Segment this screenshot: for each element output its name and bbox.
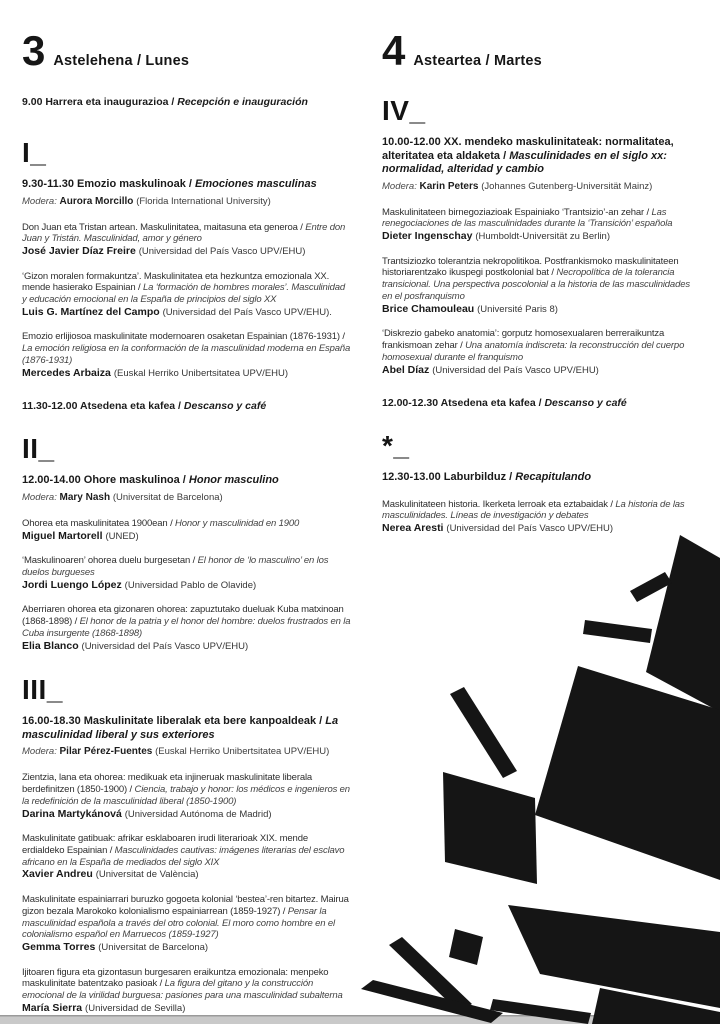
paper-entry [22,222,352,259]
speaker-affiliation: (Universidad del País Vasco UPV/EHU) [81,640,249,652]
paper-speaker: Elia Blanco (Universidad del País Vasco UPV/EHU) [22,639,249,652]
paper-title: Emozio erlijiosoa maskulinitate modernoaren osaketan Espainian (1876-1931) / La emoción religiosa en la conformación de la masculinidad moderna en España (1876-1931) [22,331,351,367]
session-title-spanish: La masculinidad liberal y sus exteriores [22,715,339,741]
speaker-affiliation: (Universidad del País Vasco UPV/EHU) [446,523,614,535]
paper-entry [382,499,700,536]
paper-speaker: Xavier Andreu (Universitat de València) [22,868,199,881]
paper-title: Ohorea eta maskulinitatea 1900ean / Honor y masculinidad en 1900 [22,517,300,529]
session-header [22,178,352,208]
session-header [22,474,352,504]
paper-title-basque: Maskulinitate espainiarrari buruzko gogoeta kolonial ‘bestea’-ren bitartez. Mairua gizon bezala Marokoko kolonialismo espainiarrean (1859-1927) [22,893,349,917]
speaker-affiliation: (Universidad del País Vasco UPV/EHU) [432,364,599,376]
paper-entry [382,256,700,317]
paper-speaker: María Sierra (Universidad de Sevilla) [22,1002,186,1015]
moderator-affiliation: (Euskal Herriko Unibertsitatea UPV/EHU) [155,746,330,758]
paper-title-basque: Ohorea eta maskulinitatea 1900ean [22,517,168,529]
session-title: 9.30-11.30 Emozio maskulinoak / Emociones masculinas [22,178,317,190]
paper-title-basque: Don Juan eta Tristan artean. Maskulinitatea, maitasuna eta generoa [22,221,298,233]
paper-title: Maskulinitateen historia. Ikerketa lerroak eta eztabaidak / La historia de las masculinidades. Líneas de investigación y debates [382,498,685,522]
moderator-label: Modera: [22,491,60,503]
session-title: 12.00-14.00 Ohore maskulinoa / Honor masculino [22,474,279,487]
day-name: Asteartea / Martes [413,53,542,69]
session-title-spanish: Emociones masculinas [195,178,317,190]
paper-title-basque: Ijitoaren figura eta gizontasun burgesaren eraikuntza emozionala: menpeko maskulinitate batentzako pasioak [22,966,329,990]
paper-title-basque: Maskulinitate gatibuak: afrikar esklaboaren irudi literarioak XIX. mende erdialdeko Espainian [22,833,308,856]
speaker-affiliation: (Universidad de Sevilla) [85,1003,186,1015]
paper-title-spanish: El honor de la patria y el honor del hombre: duelos frustrados en la Cuba insurgente (1868-1898) [22,616,351,639]
session-title: 16.00-18.30 Maskulinitate liberalak eta bere kanpoaldeak / La masculinidad liberal y sus exteriores [22,715,339,741]
paper-title-basque: Trantsiziozko tolerantzia nekropolitikoa. Postfrankismoko maskulinitateen historiarentzako ikuspegi postkolonial bat [382,255,679,279]
session-title-spanish: Honor masculino [188,474,279,487]
paper-speaker: Dieter Ingenschay (Humboldt-Universität zu Berlin) [382,230,610,243]
paper-speaker: Gemma Torres (Universitat de Barcelona) [22,941,209,954]
program-items [382,96,700,536]
paper-title-spanish: La ‘formación de hombres morales’. Masculinidad y educación emocional en la España de principios del siglo XX [22,282,346,306]
coffee-break-line: 12.00-12.30 Atsedena eta kafea / Descanso y café [382,397,627,410]
paper-title-basque: Zientzia, lana eta ohorea: medikuak eta injineruak maskulinitate liberala berdefinitzen (1850-1900) [22,772,313,795]
moderator-name: Mary Nash [59,491,113,503]
day-column-monday [22,27,352,1028]
paper-title: Aberriaren ohorea eta gizonaren ohorea: zapuztutako dueluak Kuba matxinoan (1868-1898) / El honor de la patria y el honor del hombre: duelos frustrados en la Cuba insurgente (1868-1898) [22,604,351,639]
speaker-affiliation: (Universidad del País Vasco UPV/EHU). [162,306,332,318]
program-items [22,96,352,1016]
speaker-affiliation: (Universidad Autónoma de Madrid) [124,808,272,820]
paper-title: Maskulinitate espainiarrari buruzko gogoeta kolonial ‘bestea’-ren bitartez. Mairua gizon bezala Marokoko kolonialismo espainiarrean (1859-1927) / Pensar la masculinidad española a través del otro colonial. El moro como hombre en el colonialismo español en Marruecos (1859-1927) [22,893,349,941]
moderator-affiliation: (Florida International University) [136,195,271,207]
paper-entry [22,772,352,821]
speaker-affiliation: (Euskal Herriko Unibertsitatea UPV/EHU) [113,367,289,379]
paper-entry [22,894,352,955]
speaker-affiliation: (Université Paris 8) [477,303,558,315]
session-title: 10.00-12.00 XX. mendeko maskulinitateak: normalitatea, alteritatea eta aldaketa / Masculinidades en el siglo xx: normalidad, alteridad y cambio [382,136,674,175]
schedule-time-line: 9.00 Harrera eta inaugurazioa / Recepción e inauguración [22,96,308,108]
paper-title-basque: Aberriaren ohorea eta gizonaren ohorea: zapuztutako dueluak Kuba matxinoan (1868-1898) [22,604,344,628]
moderator-affiliation: (Johannes Gutenberg-Universität Mainz) [481,180,653,192]
paper-title-basque: Maskulinitateen birnegoziazioak Espainiako ‘Trantsizio’-an zehar [382,206,644,218]
paper-title-spanish: La emoción religiosa en la conformación de la masculinidad moderna en España (1876-1931) [22,343,351,367]
paper-title-basque: ‘Diskrezio gabeko anatomia’: gorputz homosexualaren berreraikuntza frankismoan zehar [382,328,665,352]
speaker-affiliation: (Universidad Pablo de Olavide) [124,579,257,591]
schedule-line-spanish: Recepción e inauguración [177,96,308,108]
paper-speaker: José Javier Díaz Freire (Universidad del País Vasco UPV/EHU) [22,245,306,258]
session-header [22,715,352,758]
paper-entry [22,518,352,543]
speaker-affiliation: (Universitat de Barcelona) [98,942,209,954]
session-moderator [382,181,700,193]
session-moderator [22,746,352,758]
schedule-line-spanish: Descanso y café [544,397,627,410]
day-number: 4 [382,27,405,74]
paper-title: Maskulinitate gatibuak: afrikar esklaboaren irudi literarioak XIX. mende erdialdeko Espainian / Masculinidades cautivas: imágenes literarias del esclavo africano en la España de mediados del siglo XIX [22,833,345,868]
session-number-marker: II_ [22,433,55,465]
day-column-tuesday [382,27,700,548]
paper-title: Trantsiziozko tolerantzia nekropolitikoa. Postfrankismoko maskulinitateen historiarentzako ikuspegi postkolonial bat / Necropolítica de la tolerancia transicional. Una perspectiva poscolonial a la historia de las masculinidades en el posfranquismo [382,255,690,302]
paper-title: Zientzia, lana eta ohorea: medikuak eta injineruak maskulinitate liberala berdefinitzen (1850-1900) / Ciencia, trabajo y honor: los médicos e ingenieros en la redefinición de la masculinidad liberal (1850-1900) [22,772,350,807]
speaker-affiliation: (Humboldt-Universität zu Berlin) [475,231,610,243]
paper-title-spanish: Masculinidades cautivas: imágenes literarias del esclavo africano en la España de mediados del siglo XIX [22,844,345,868]
day-header [382,27,700,74]
moderator-label: Modera: [22,195,60,207]
paper-entry [22,967,352,1016]
moderator-label: Modera: [382,180,420,192]
paper-title-spanish: La historia de las masculinidades. Líneas de investigación y debates [382,498,685,522]
moderator-name: Pilar Pérez-Fuentes [59,746,156,758]
paper-speaker: Nerea Aresti (Universidad del País Vasco UPV/EHU) [382,522,614,535]
paper-title: ‘Gizon moralen formakuntza’. Maskulinitatea eta hezkuntza emozionala XX. mende hasierako Espainian / La ‘formación de hombres morales’. Masculinidad y educación emocional en la España de principios del siglo XX [22,270,346,306]
session-title: 12.30-13.00 Laburbilduz / Recapitulando [382,471,592,484]
session-title-spanish: Recapitulando [515,471,592,484]
paper-title-basque: ‘Maskulinoaren’ ohorea duelu burgesetan [22,555,191,567]
paper-speaker: Luis G. Martínez del Campo (Universidad del País Vasco UPV/EHU). [22,305,332,318]
day-number: 3 [22,27,45,74]
session-number-marker: IV_ [382,95,426,126]
paper-title: Don Juan eta Tristan artean. Maskulinitatea, maitasuna eta generoa / Entre don Juan y Tristán. Masculinidad, amor y género [22,221,346,245]
paper-title-spanish: Honor y masculinidad en 1900 [175,517,300,529]
speaker-affiliation: (Universitat de València) [95,869,199,881]
session-header [382,471,700,485]
paper-entry [382,207,700,244]
paper-title-spanish: Necropolítica de la tolerancia transicional. Una perspectiva poscolonial a la historia de las masculinidades en el posfranquismo [382,267,690,302]
paper-entry [382,328,700,377]
session-moderator [22,492,352,504]
session-number-marker: I_ [22,137,47,168]
day-name: Astelehena / Lunes [53,53,190,69]
paper-title: ‘Diskrezio gabeko anatomia’: gorputz homosexualaren berreraikuntza frankismoan zehar / Una anatomía indiscreta: la reconstrucción del cuerpo homosexual durante el franquismo [382,328,685,363]
paper-title-basque: Emozio erlijiosoa maskulinitate modernoaren osaketan Espainian (1876-1931) [22,331,340,343]
session-number-marker: *_ [382,430,410,462]
paper-title-spanish: El honor de ‘lo masculino’ en los duelos burgueses [22,555,329,578]
paper-speaker: Mercedes Arbaiza (Euskal Herriko Unibertsitatea UPV/EHU) [22,366,289,379]
moderator-affiliation: (Universitat de Barcelona) [112,491,223,503]
schedule-line-spanish: Descanso y café [183,400,267,413]
moderator-name: Karin Peters [419,180,482,192]
paper-speaker: Brice Chamouleau (Université Paris 8) [382,302,558,315]
session-title-spanish: Masculinidades en el siglo xx: normalidad, alteridad y cambio [382,149,667,175]
session-header [382,136,700,193]
paper-entry [22,331,352,380]
paper-title-spanish: La figura del gitano y la construcción emocional de la virilidad burguesa: pasiones para una masculinidad subalterna [22,978,343,1002]
paper-title-basque: ‘Gizon moralen formakuntza’. Maskulinitatea eta hezkuntza emozionala XX. mende hasierako Espainian [22,270,330,294]
speaker-affiliation: (UNED) [105,530,139,542]
paper-title-spanish: Pensar la masculinidad española a través del otro colonial. El moro como hombre en el colonialismo español en Marruecos (1859-1927) [22,905,335,941]
paper-entry [22,833,352,882]
moderator-label: Modera: [22,746,60,758]
paper-title-spanish: Las renegociaciones de las masculinidades durante la ‘Transición’ española [382,206,673,230]
paper-entry [22,555,352,592]
paper-entry [22,271,352,320]
day-header [22,27,352,74]
paper-title: ‘Maskulinoaren’ ohorea duelu burgesetan / El honor de ‘lo masculino’ en los duelos burgueses [22,555,329,578]
paper-entry [22,604,352,653]
session-moderator [22,196,352,208]
paper-speaker: Darina Martykánová (Universidad Autónoma de Madrid) [22,807,272,820]
paper-speaker: Jordi Luengo López (Universidad Pablo de Olavide) [22,578,257,591]
coffee-break-line: 11.30-12.00 Atsedena eta kafea / Descanso y café [22,400,267,413]
paper-speaker: Abel Díaz (Universidad del País Vasco UPV/EHU) [382,363,599,376]
paper-title-basque: Maskulinitateen historia. Ikerketa lerroak eta eztabaidak [382,498,608,510]
collage-shapes [361,535,720,1024]
paper-title: Ijitoaren figura eta gizontasun burgesaren eraikuntza emozionala: menpeko maskulinitate batentzako pasioak / La figura del gitano y la construcción emocional de la virilidad burguesa: pasiones para una masculinidad subalterna [22,966,343,1002]
paper-title-spanish: Entre don Juan y Tristán. Masculinidad, amor y género [22,221,346,245]
paper-speaker: Miguel Martorell (UNED) [22,529,139,542]
session-number-marker: III_ [22,674,63,706]
speaker-affiliation: (Universidad del País Vasco UPV/EHU) [138,246,306,258]
paper-title-spanish: Una anatomía indiscreta: la reconstrucción del cuerpo homosexual durante el franquismo [382,340,685,363]
paper-title-spanish: Ciencia, trabajo y honor: los médicos e ingenieros en la redefinición de la masculinidad liberal (1850-1900) [22,783,350,807]
paper-title: Maskulinitateen birnegoziazioak Espainiako ‘Trantsizio’-an zehar / Las renegociaciones de las masculinidades durante la ‘Transición’ española [382,206,673,230]
moderator-name: Aurora Morcillo [59,195,137,207]
